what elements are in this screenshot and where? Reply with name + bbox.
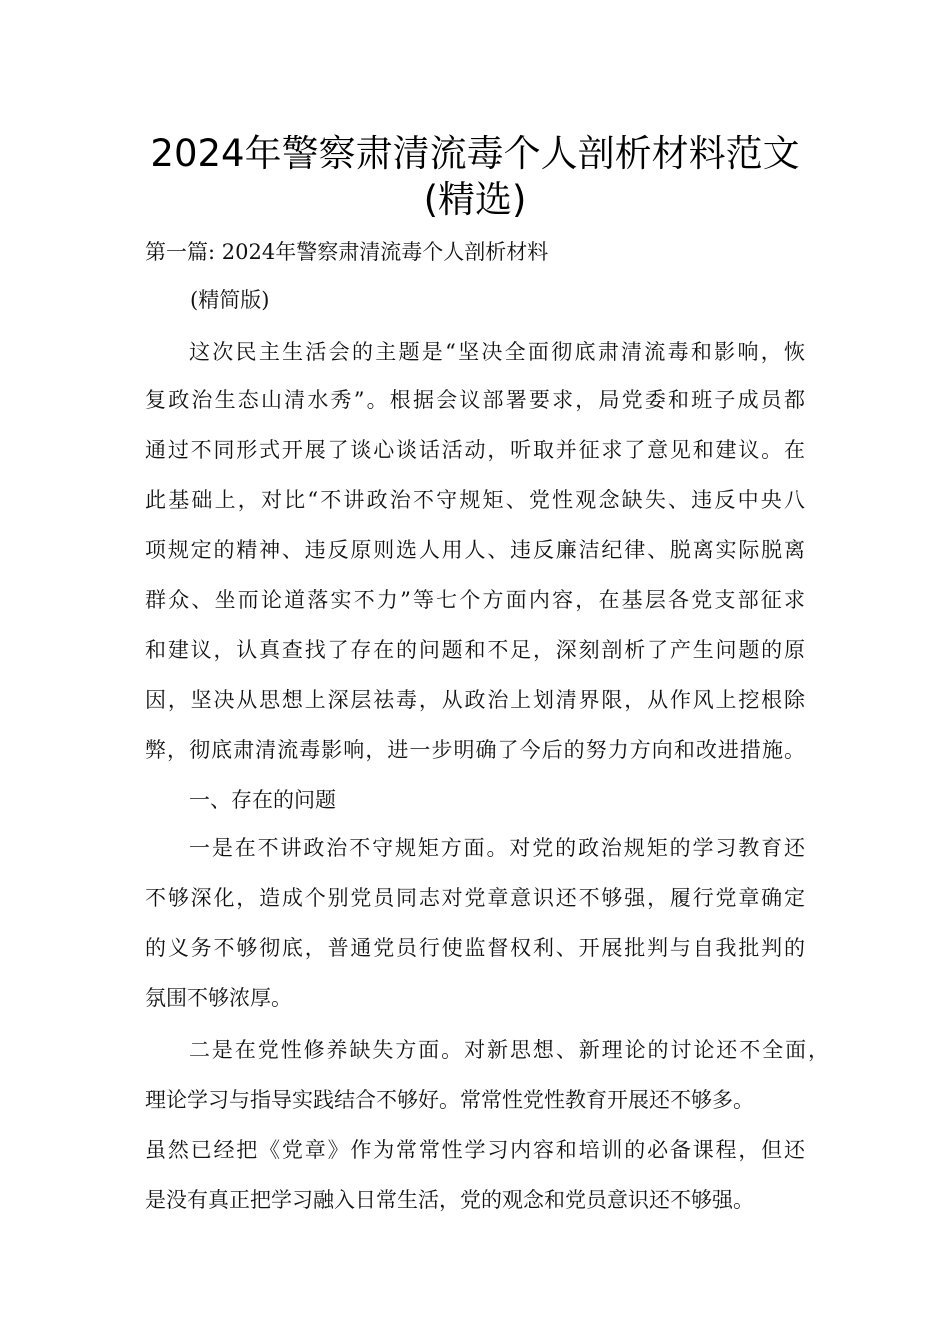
paragraph-line: 二是在党性修养缺失方面。对新思想、新理论的讨论还不全面， xyxy=(189,1038,829,1062)
paragraph-line: 此基础上，对比“不讲政治不守规矩、党性观念缺失、违反中央八 xyxy=(145,488,805,512)
paragraph-line: 通过不同形式开展了谈心谈话活动，听取并征求了意见和建议。在 xyxy=(145,438,805,462)
paragraph-line: 因，坚决从思想上深层祛毒，从政治上划清界限，从作风上挖根除 xyxy=(145,688,805,712)
paragraph-line: 这次民主生活会的主题是“坚决全面彻底肃清流毒和影响，恢 xyxy=(189,340,805,364)
paragraph-line: 群众、坐而论道落实不力”等七个方面内容，在基层各党支部征求 xyxy=(145,588,805,612)
paragraph-line: 理论学习与指导实践结合不够好。常常性党性教育开展还不够多。 xyxy=(145,1088,754,1112)
paragraph-line: 虽然已经把《党章》作为常常性学习内容和培训的必备课程，但还 xyxy=(145,1138,805,1162)
paragraph-line: 不够深化，造成个别党员同志对党章意识还不够强，履行党章确定 xyxy=(145,886,805,910)
paragraph-line: 项规定的精神、违反原则选人用人、违反廉洁纪律、脱离实际脱离 xyxy=(145,538,805,562)
paragraph-line: 弊，彻底肃清流毒影响，进一步明确了今后的努力方向和改进措施。 xyxy=(145,738,805,762)
paragraph-line: 复政治生态山清水秀”。根据会议部署要求，局党委和班子成员都 xyxy=(145,388,805,412)
subheading: 一、存在的问题 xyxy=(189,788,336,812)
document-title-suffix: (精选) xyxy=(423,178,527,221)
edition-label: (精简版) xyxy=(190,288,270,312)
section-heading: 第一篇: 2024年警察肃清流毒个人剖析材料 xyxy=(145,240,549,264)
paragraph-line: 和建议，认真查找了存在的问题和不足，深刻剖析了产生问题的原 xyxy=(145,638,805,662)
paragraph-line: 的义务不够彻底，普通党员行使监督权利、开展批判与自我批判的 xyxy=(145,936,805,960)
paragraph-line: 氛围不够浓厚。 xyxy=(145,986,292,1010)
paragraph-line: 一是在不讲政治不守规矩方面。对党的政治规矩的学习教育还 xyxy=(189,836,805,860)
paragraph-line: 是没有真正把学习融入日常生活，党的观念和党员意识还不够强。 xyxy=(145,1188,754,1212)
document-title: 2024年警察肃清流毒个人剖析材料范文 xyxy=(150,132,800,175)
